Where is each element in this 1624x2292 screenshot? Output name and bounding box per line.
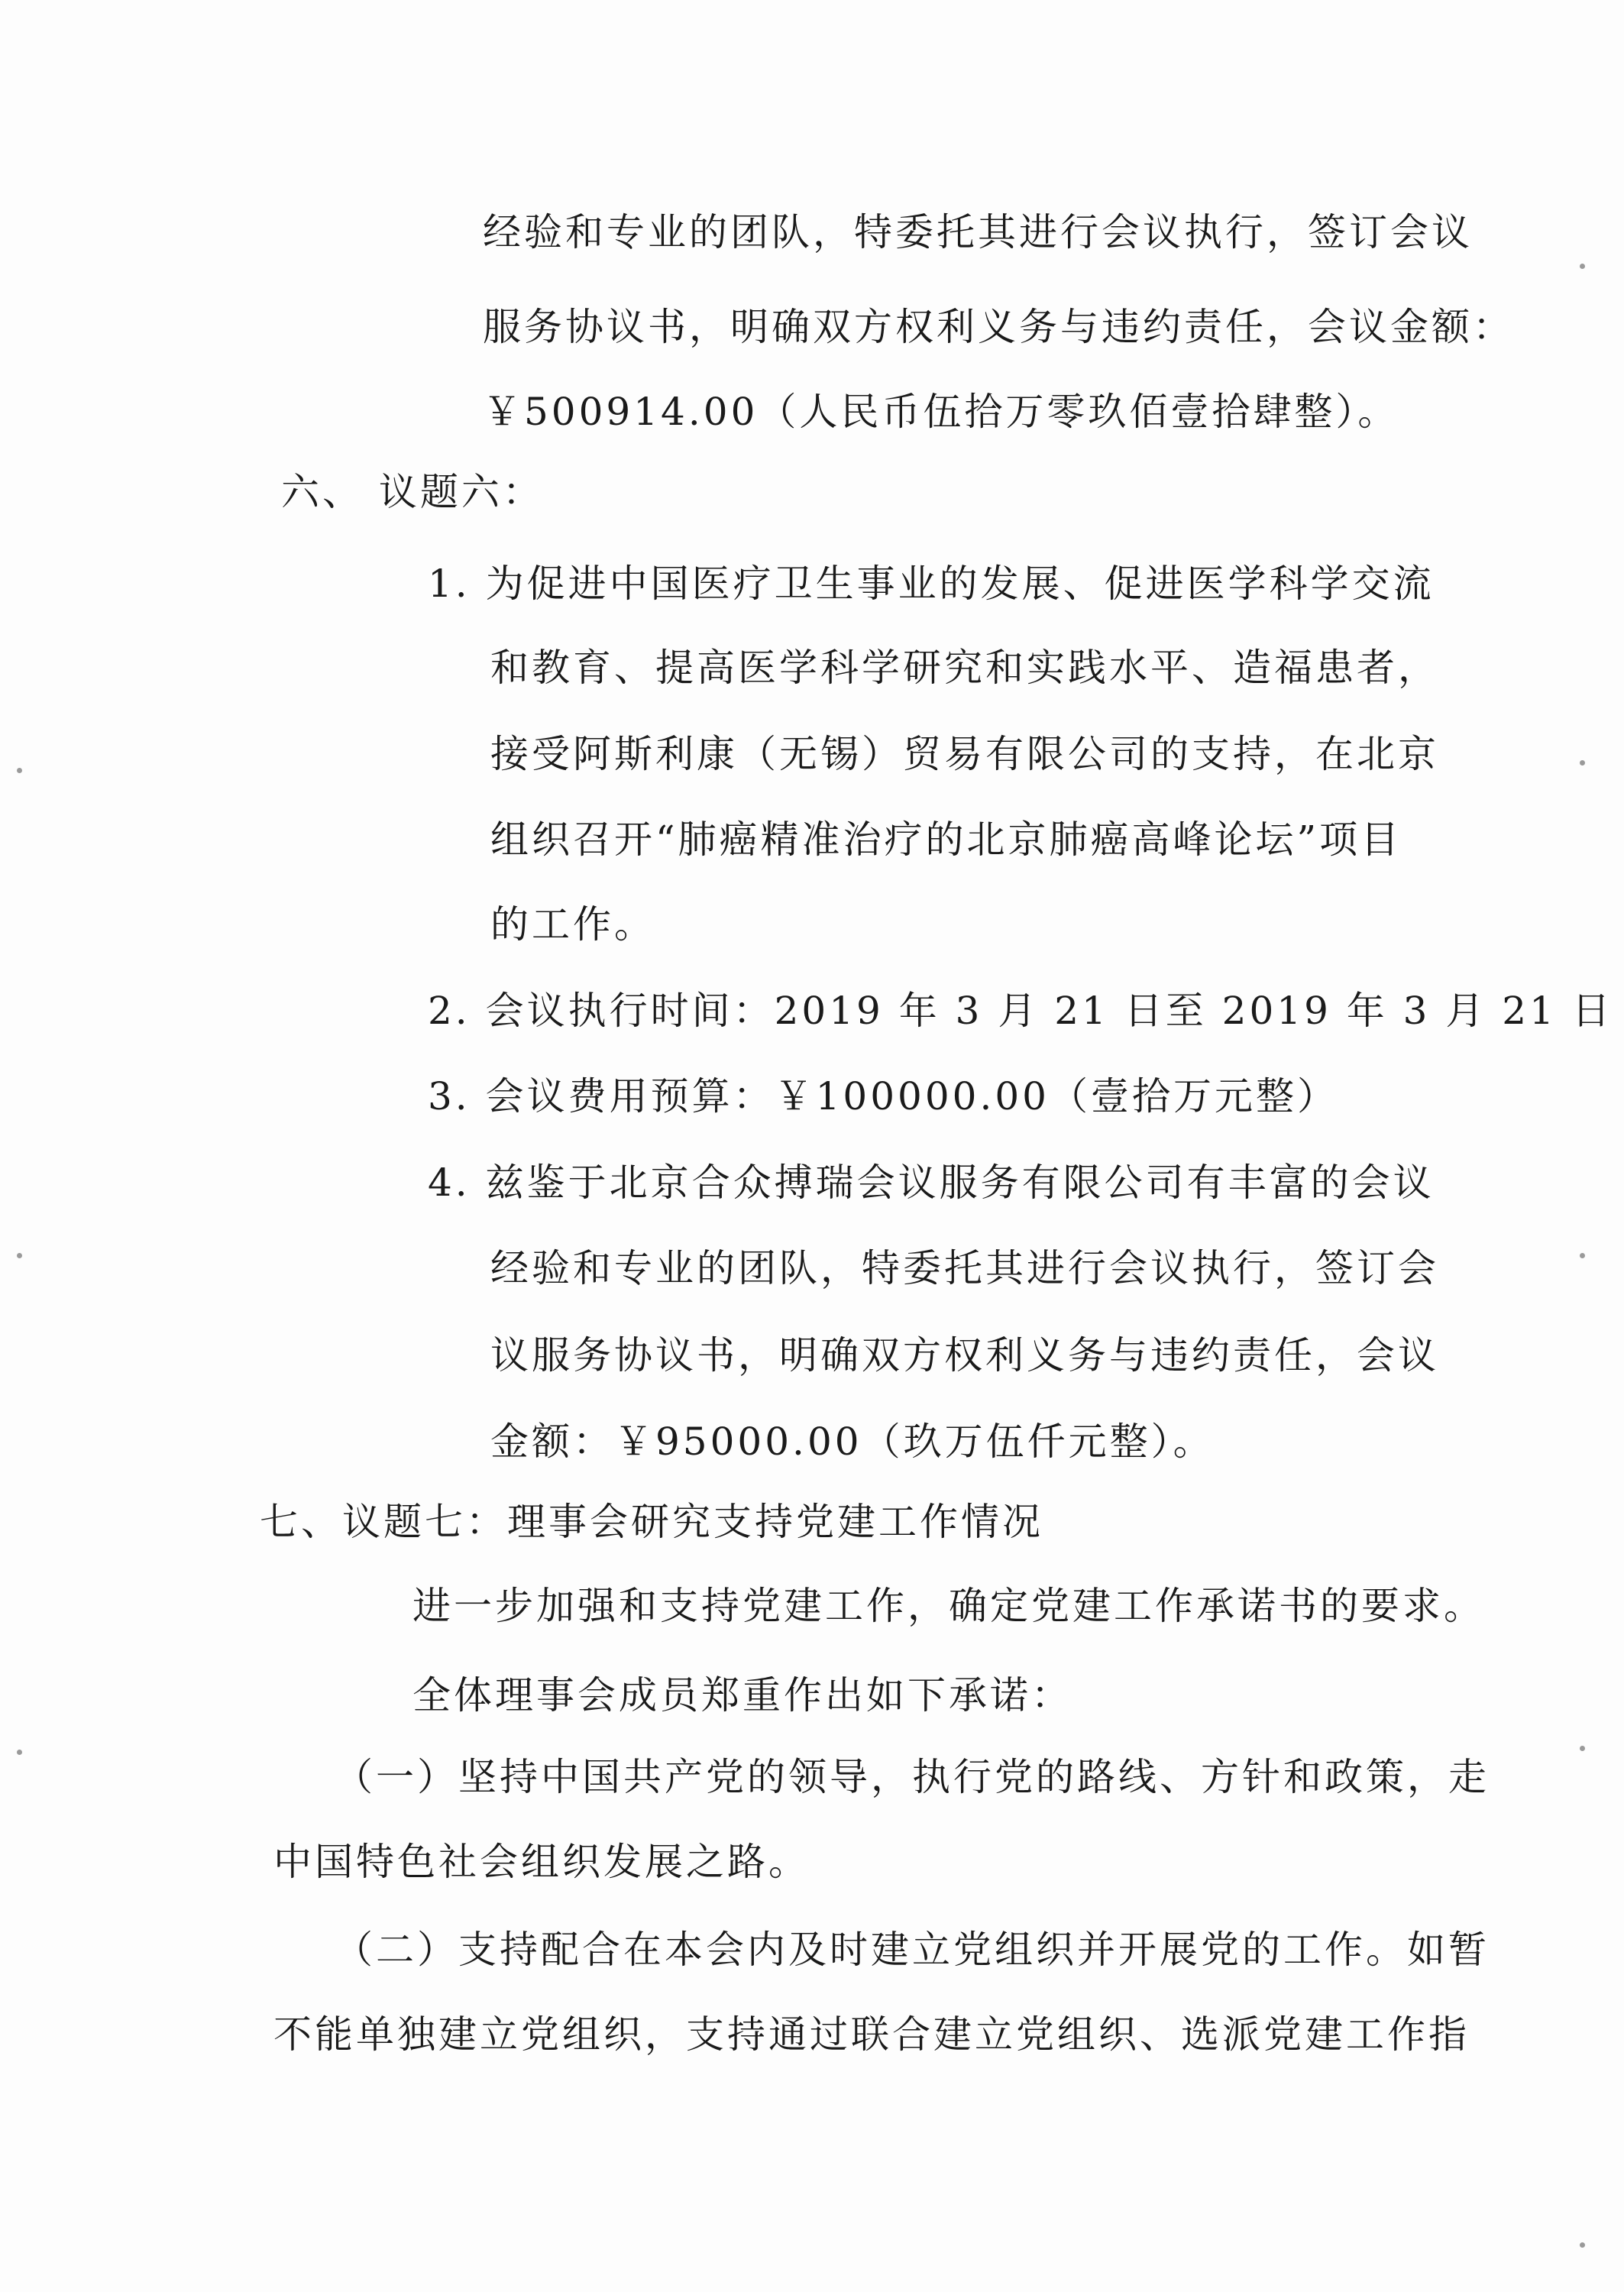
item-6-2: 2. 会议执行时间：2019 年 3 月 21 日至 2019 年 3 月 21 日 [428, 989, 1613, 1033]
scan-speck [1580, 264, 1585, 269]
item-6-1-line-1: 1. 为促进中国医疗卫生事业的发展、促进医学科学交流 [428, 562, 1435, 606]
item-6-1-line-2: 和教育、提高医学科学研究和实践水平、造福患者， [490, 646, 1439, 690]
scan-speck [17, 1750, 22, 1755]
item-6-1-line-5: 的工作。 [490, 902, 655, 947]
item-6-4-line-4: 金额：￥95000.00（玖万伍仟元整）。 [490, 1420, 1215, 1464]
text-line-3: ￥500914.00（人民币伍拾万零玖佰壹拾肆整）。 [483, 390, 1399, 434]
section-heading-6: 六、 议题六： [281, 470, 544, 514]
scan-speck [1580, 1253, 1585, 1258]
paragraph-7-line-2: 全体理事会成员郑重作出如下承诺： [412, 1673, 1072, 1717]
scan-speck [1580, 2242, 1585, 2248]
scan-speck [1580, 760, 1585, 766]
item-6-4-line-1: 4. 兹鉴于北京合众搏瑞会议服务有限公司有丰富的会议 [428, 1161, 1435, 1205]
scan-speck [17, 768, 22, 773]
pledge-1-line-2: 中国特色社会组织发展之路。 [273, 1840, 810, 1884]
scan-speck [1580, 1746, 1585, 1751]
text-line-1: 经验和专业的团队，特委托其进行会议执行，签订会议 [483, 210, 1473, 254]
pledge-1-line-1: （一）坚持中国共产党的领导，执行党的路线、方针和政策，走 [335, 1755, 1490, 1799]
scan-speck [17, 1253, 22, 1258]
pledge-2-line-2: 不能单独建立党组织，支持通过联合建立党组织、选派党建工作指 [273, 2012, 1470, 2057]
item-6-1-line-4: 组织召开“肺癌精准治疗的北京肺癌高峰论坛”项目 [490, 817, 1402, 862]
item-6-4-line-2: 经验和专业的团队，特委托其进行会议执行，签订会 [490, 1246, 1439, 1290]
item-6-4-line-3: 议服务协议书，明确双方权利义务与违约责任，会议 [490, 1333, 1439, 1377]
item-6-1-line-3: 接受阿斯利康（无锡）贸易有限公司的支持，在北京 [490, 732, 1439, 776]
section-heading-7: 七、议题七：理事会研究支持党建工作情况 [260, 1500, 1043, 1544]
pledge-2-line-1: （二）支持配合在本会内及时建立党组织并开展党的工作。如暂 [335, 1928, 1490, 1972]
item-6-3: 3. 会议费用预算：￥100000.00（壹拾万元整） [428, 1074, 1338, 1118]
text-line-2: 服务协议书，明确双方权利义务与违约责任，会议金额： [483, 305, 1514, 349]
paragraph-7-line-1: 进一步加强和支持党建工作，确定党建工作承诺书的要求。 [412, 1584, 1485, 1628]
